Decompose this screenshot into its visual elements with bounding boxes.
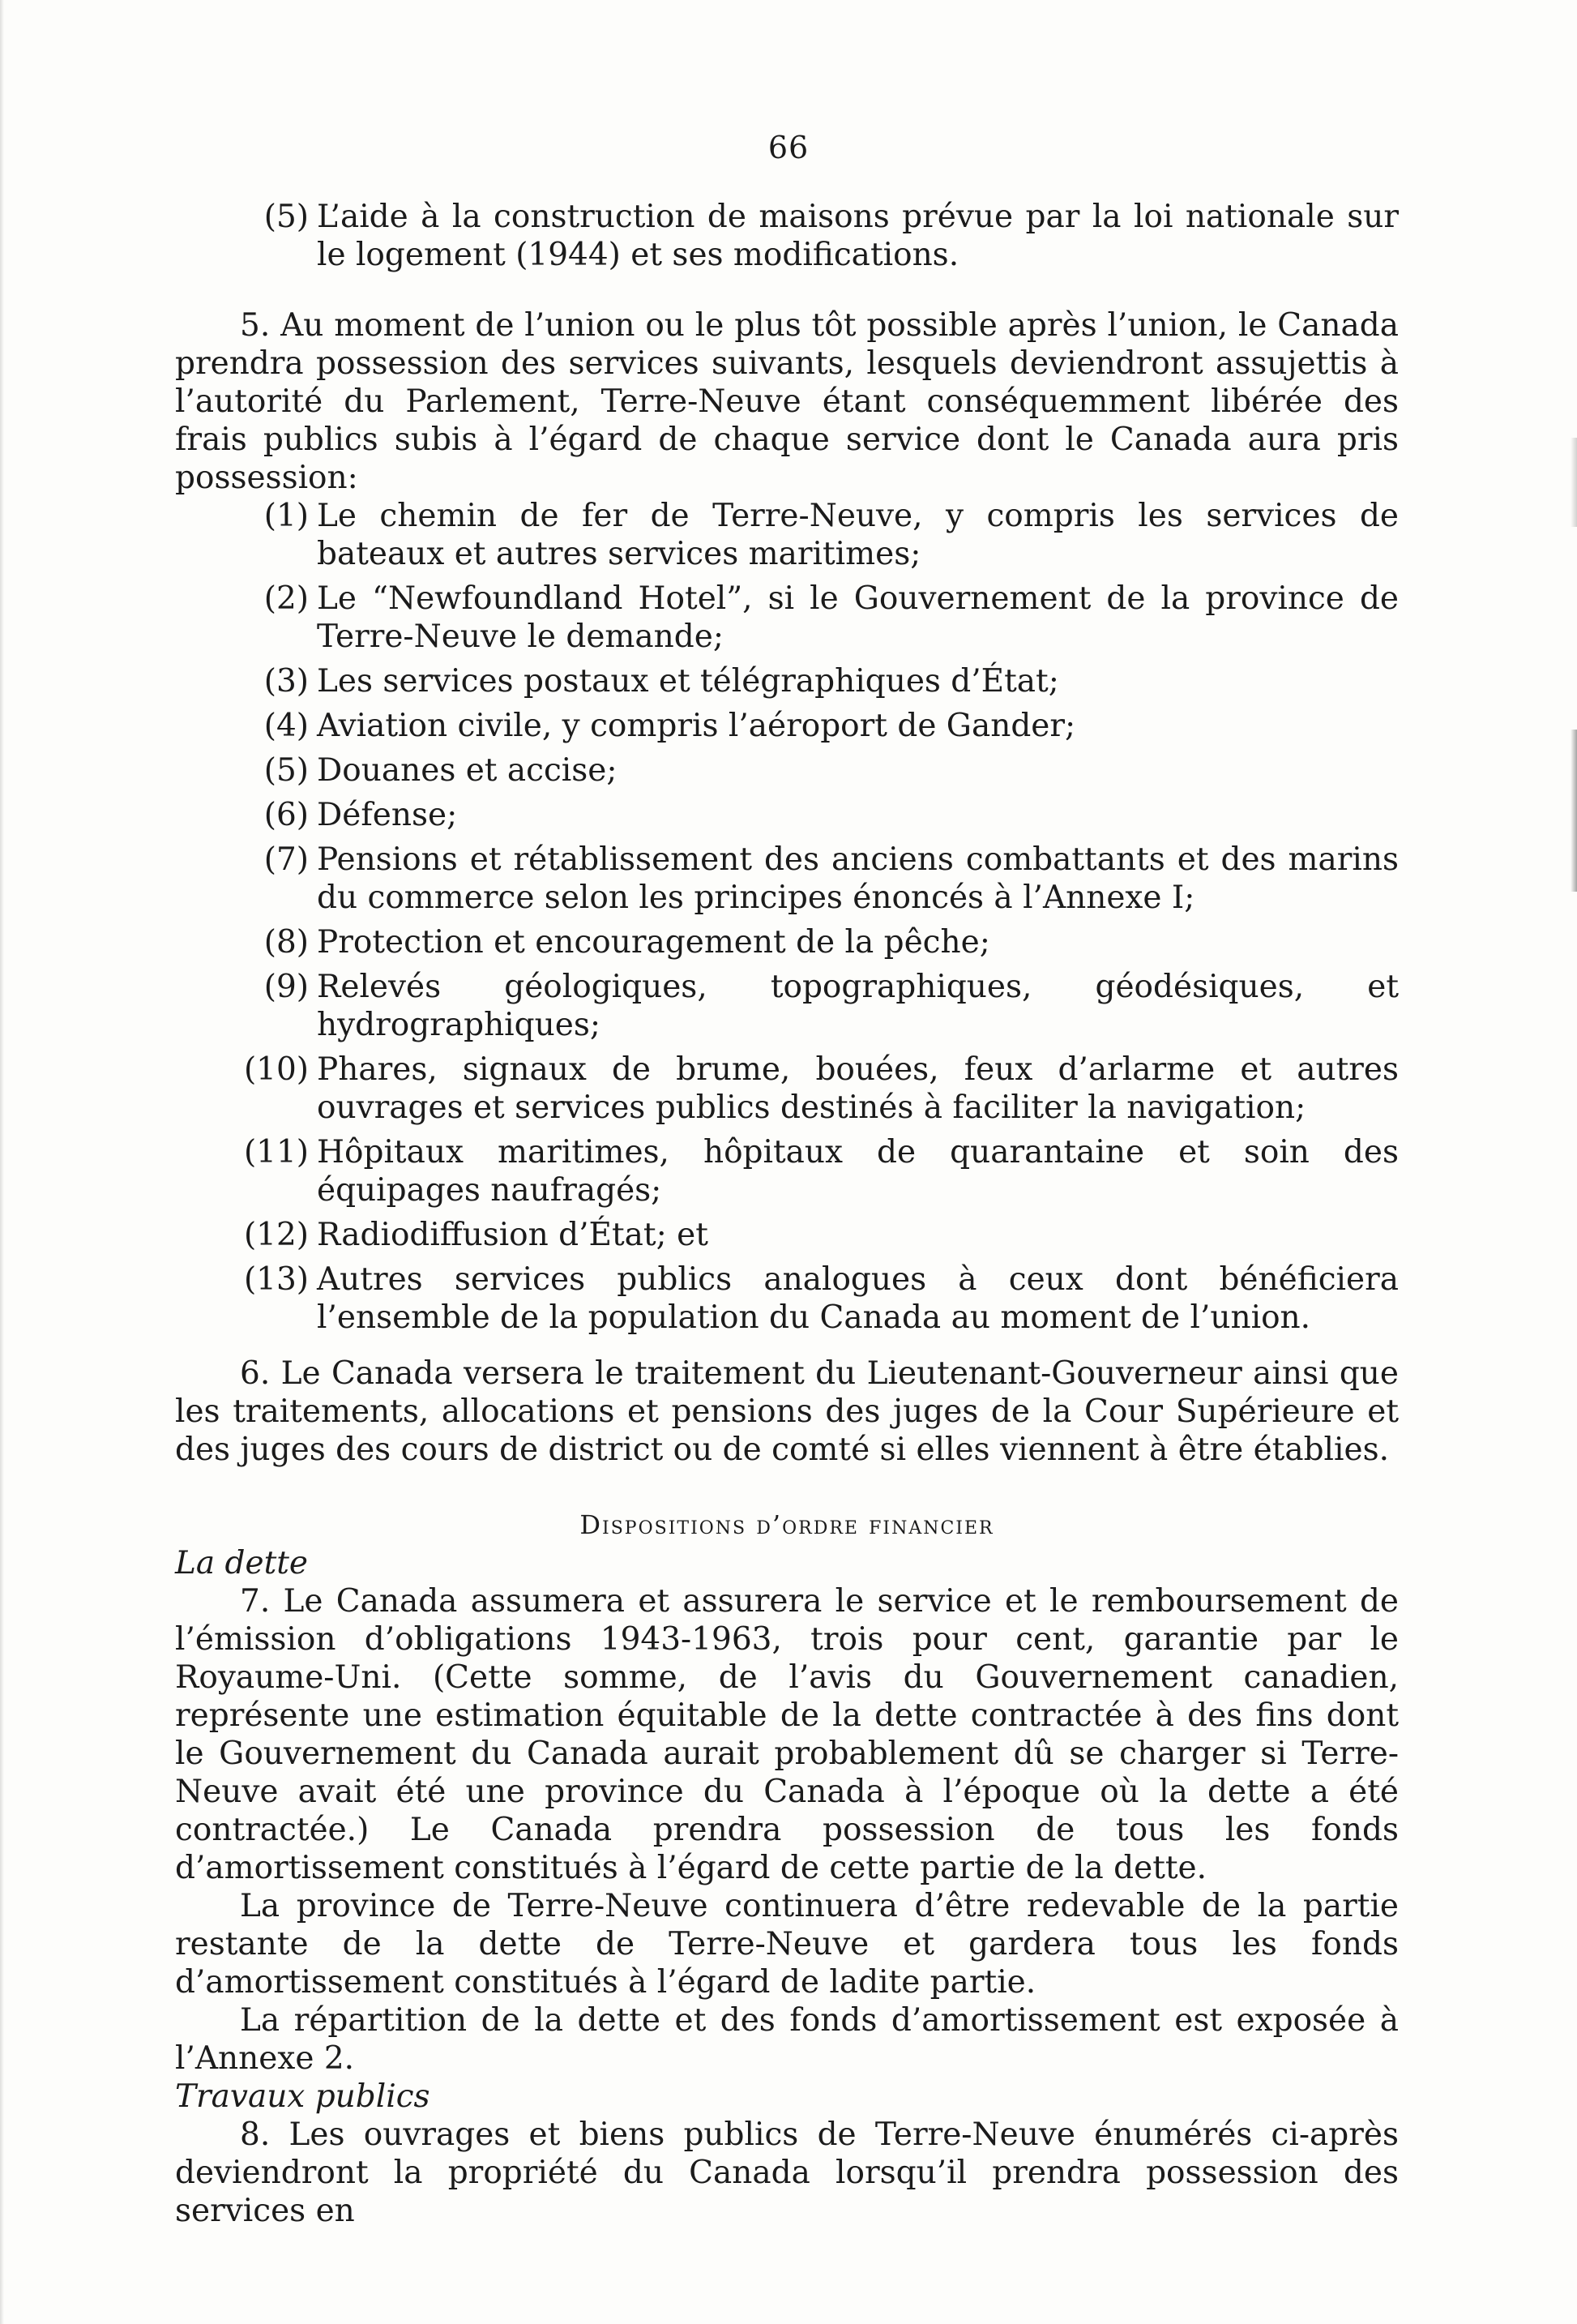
section-heading: Dispositions d’ordre financier (579, 1509, 994, 1540)
list-item (175, 841, 1399, 917)
list-item (175, 580, 1399, 656)
list-item (175, 1260, 1399, 1337)
section-8-paragraph: 8. Les ouvrages et biens publics de Terre-Neuve énumérés ci-après deviendront la propriété du Canada lorsqu’il prendra possession des services en (175, 2116, 1399, 2229)
list-item-number: (12) (243, 1217, 309, 1253)
section-5-list (175, 497, 1399, 1337)
list-item-text: Phares, signaux de brume, bouées, feux d’arlarme et autres ouvrages et services publics destinés à faciliter la navigation; (317, 1051, 1399, 1126)
scan-shadow-right-upper (1571, 438, 1577, 527)
list-item-text: Radiodiffusion d’État; et (317, 1217, 708, 1253)
list-item-number: (13) (243, 1261, 309, 1298)
section-7-paragraph-2: La province de Terre-Neuve continuera d’être redevable de la partie restante de la dette de Terre-Neuve et gardera tous les fonds d’amortissement constitués à l’égard de ladite partie. (175, 1888, 1399, 2001)
list-item-number: (5) (263, 199, 309, 235)
list-item-number: (7) (263, 841, 309, 878)
scan-shadow-left (0, 0, 4, 2324)
list-item (175, 796, 1399, 834)
list-item (175, 497, 1399, 573)
list-item (175, 968, 1399, 1044)
list-item-number: (9) (263, 969, 309, 1005)
page-content (175, 198, 1399, 2230)
section-7-paragraph: 7. Le Canada assumera et assurera le service et le remboursement de l’émission d’obligations 1943-1963, trois pour cent, garantie par le Royaume-Uni. (Cette somme, de l’avis du Gouvernement canadien, représente une estimation équitable de la dette contractée à des fins dont le Gouvernement du Canada aurait probablement dû se charger si Terre-Neuve avait été une province du Canada à l’époque où la dette a été contractée.) Le Canada prendra possession de tous les fonds d’amortissement constitués à l’égard de cette partie de la dette. (175, 1583, 1399, 1886)
list-item-text: Aviation civile, y compris l’aéroport de Gander; (317, 708, 1076, 744)
page-number: 66 (767, 130, 810, 165)
list-item-number: (6) (263, 797, 309, 833)
list-item-text: Le “Newfoundland Hotel”, si le Gouvernement de la province de Terre-Neuve le demande; (317, 580, 1399, 655)
subheading-dette: La dette (175, 1545, 309, 1581)
list-item-number: (11) (243, 1134, 309, 1171)
list-item-text: Protection et encouragement de la pêche; (317, 924, 990, 961)
list-item (175, 662, 1399, 700)
list-item-number: (10) (243, 1051, 309, 1088)
section-7-paragraph-3: La répartition de la dette et des fonds d’amortissement est exposée à l’Annexe 2. (175, 2002, 1399, 2077)
list-item-number: (2) (263, 580, 309, 617)
section-5-intro: 5. Au moment de l’union ou le plus tôt possible après l’union, le Canada prendra possession des services suivants, lesquels deviendront assujettis à l’autorité du Parlement, Terre-Neuve étant conséquemment libérée des frais publics subis à l’égard de chaque service dont le Canada aura pris possession: (175, 307, 1399, 496)
list-item (175, 751, 1399, 790)
list-item-number: (1) (263, 498, 309, 534)
list-item-number: (3) (263, 663, 309, 700)
section-6-paragraph: 6. Le Canada versera le traitement du Lieutenant-Gouverneur ainsi que les traitements, allocations et pensions des juges de la Cour Supérieure et des juges des cours de district ou de comté si elles viennent à être établies. (175, 1355, 1399, 1468)
list-item (175, 923, 1399, 961)
list-item (175, 707, 1399, 745)
list-item-number: (8) (263, 924, 309, 961)
list-item-text: Autres services publics analogues à ceux dont bénéficiera l’ensemble de la population du Canada au moment de l’union. (317, 1261, 1399, 1336)
list-item (175, 1216, 1399, 1254)
list-item-text: Hôpitaux maritimes, hôpitaux de quarantaine et soin des équipages naufragés; (317, 1134, 1399, 1209)
list-item (175, 198, 1399, 274)
list-item-number: (5) (263, 752, 309, 789)
list-item-text: L’aide à la construction de maisons prévue par la loi nationale sur le logement (1944) et ses modifications. (317, 199, 1399, 273)
list-item-text: Les services postaux et télégraphiques d’État; (317, 663, 1059, 700)
subheading-travaux: Travaux publics (175, 2078, 430, 2115)
scan-shadow-right (1571, 730, 1577, 892)
list-item-text: Pensions et rétablissement des anciens combattants et des marins du commerce selon les principes énoncés à l’Annexe I; (317, 841, 1399, 916)
list-item-text: Le chemin de fer de Terre-Neuve, y compris les services de bateaux et autres services maritimes; (317, 498, 1399, 572)
list-item-text: Relevés géologiques, topographiques, géodésiques, et hydrographiques; (317, 969, 1399, 1043)
list-item (175, 1051, 1399, 1127)
list-item-text: Défense; (317, 797, 458, 833)
list-item (175, 1133, 1399, 1209)
list-item-text: Douanes et accise; (317, 752, 618, 789)
list-item-number: (4) (263, 708, 309, 744)
